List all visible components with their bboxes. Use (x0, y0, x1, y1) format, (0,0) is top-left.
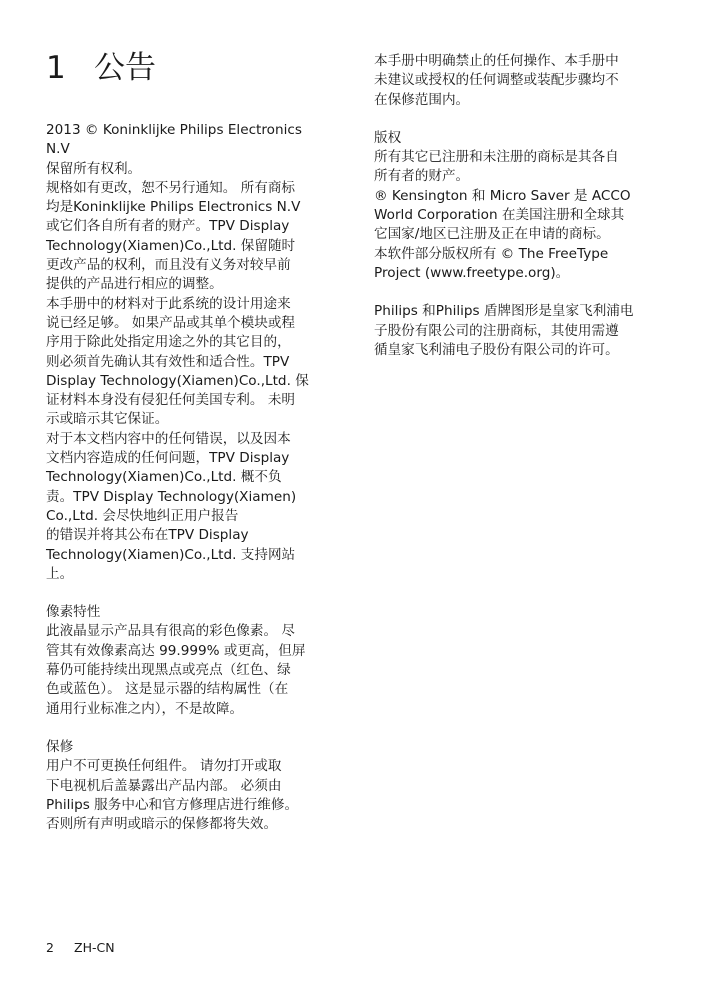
left-column (46, 121, 330, 834)
pixel-line: 管其有效像素高达 99.999% 或更高，但屏 (46, 642, 306, 659)
notice-line: 本手册中的材料对于此系统的设计用途来 (46, 295, 291, 312)
notice-line: 提供的产品进行相应的调整。 (46, 276, 223, 293)
right-column (374, 52, 654, 360)
notice-line: 对于本文档内容中的任何错误，以及因本 (46, 430, 291, 447)
prohibited-line: 未建议或授权的任何调整或装配步骤均不 (374, 72, 619, 89)
notice-line: 证材料本身没有侵犯任何美国专利。 未明 (46, 392, 296, 409)
notice-line: 说已经足够。 如果产品或其单个模块或程 (46, 314, 296, 331)
warranty-heading: 保修 (46, 738, 74, 755)
copyright-heading: 版权 (374, 129, 402, 146)
shield-line: 子股份有限公司的注册商标，其使用需遵 (374, 322, 619, 339)
notice-line: 序用于除此处指定用途之外的其它目的， (46, 334, 291, 351)
language-code: ZH-CN (74, 940, 115, 955)
notice-line: 规格如有更改，恕不另行通知。 所有商标 (46, 179, 296, 196)
notice-line: Co.,Ltd. 会尽快地纠正用户报告 (46, 507, 239, 524)
copyright-line: 本软件部分版权所有 © The FreeType (374, 245, 609, 262)
copyright-section (374, 129, 654, 283)
notice-line: 责。TPV Display Technology(Xiamen) (46, 488, 297, 505)
copyright-line: 所有其它已注册和未注册的商标是其各自 (374, 149, 619, 166)
shield-section (374, 302, 654, 360)
warranty-line: 用户不可更换任何组件。 请勿打开或取 (46, 758, 282, 775)
notice-line: 均是Koninklijke Philips Electronics N.V (46, 199, 301, 216)
chapter-title: 公告 (94, 50, 156, 86)
notice-line: Technology(Xiamen)Co.,Ltd. 概不负 (46, 469, 282, 486)
notice-line: 保留所有权利。 (46, 160, 142, 177)
page-number: 2 (46, 940, 54, 955)
warranty-section (46, 738, 330, 834)
pixel-section (46, 603, 330, 719)
copyright-line: 所有者的财产。 (374, 168, 470, 185)
copyright-line: ® Kensington 和 Micro Saver 是 ACCO (374, 187, 631, 204)
notice-line: Technology(Xiamen)Co.,Ltd. 支持网站 (46, 546, 296, 563)
notice-line: 文档内容造成的任何问题，TPV Display (46, 450, 290, 467)
warranty-line: 下电视机后盖暴露出产品内部。 必须由 (46, 777, 282, 794)
warranty-line: 否则所有声明或暗示的保修都将失效。 (46, 816, 278, 833)
copyright-line: World Corporation 在美国注册和全球其 (374, 207, 625, 224)
pixel-heading: 像素特性 (46, 604, 101, 621)
warranty-line: Philips 服务中心和官方修理店进行维修。 (46, 796, 299, 813)
notice-line: Display Technology(Xiamen)Co.,Ltd. 保 (46, 372, 309, 389)
section-gap (374, 283, 654, 302)
notice-line: 更改产品的权利，而且没有义务对较早前 (46, 257, 291, 274)
pixel-line: 色或蓝色）。 这是显示器的结构属性（在 (46, 681, 289, 698)
section-gap (374, 110, 654, 129)
notice-line: Technology(Xiamen)Co.,Ltd. 保留随时 (46, 237, 296, 254)
notice-line: 或它们各自所有者的财产。TPV Display (46, 218, 290, 235)
chapter-number: 1 (46, 50, 66, 86)
section-gap (46, 584, 330, 603)
prohibited-line: 本手册中明确禁止的任何操作、本手册中 (374, 53, 619, 69)
notice-line: 上。 (46, 565, 74, 582)
section-gap (46, 719, 330, 738)
prohibited-line: 在保修范围内。 (374, 91, 470, 108)
page-footer (46, 940, 115, 956)
copyright-line: Project (www.freetype.org)。 (374, 264, 570, 281)
shield-line: Philips 和Philips 盾牌图形是皇家飞利浦电 (374, 303, 634, 320)
copyright-line: 它国家/地区已注册及正在申请的商标。 (374, 226, 610, 243)
notice-line: 2013 © Koninklijke Philips Electronics N.V (46, 122, 302, 158)
shield-line: 循皇家飞利浦电子股份有限公司的许可。 (374, 341, 619, 358)
pixel-line: 此液晶显示产品具有很高的彩色像素。 尽 (46, 623, 296, 640)
page-title (46, 48, 156, 88)
notice-section (46, 121, 330, 584)
prohibited-section (374, 52, 654, 110)
notice-line: 示或暗示其它保证。 (46, 411, 169, 428)
notice-line: 的错误并将其公布在TPV Display (46, 527, 249, 544)
notice-line: 则必须首先确认其有效性和适合性。TPV (46, 353, 290, 370)
pixel-line: 通用行业标准之内），不是故障。 (46, 700, 244, 717)
pixel-line: 幕仍可能持续出现黑点或亮点（红色、绿 (46, 662, 291, 679)
